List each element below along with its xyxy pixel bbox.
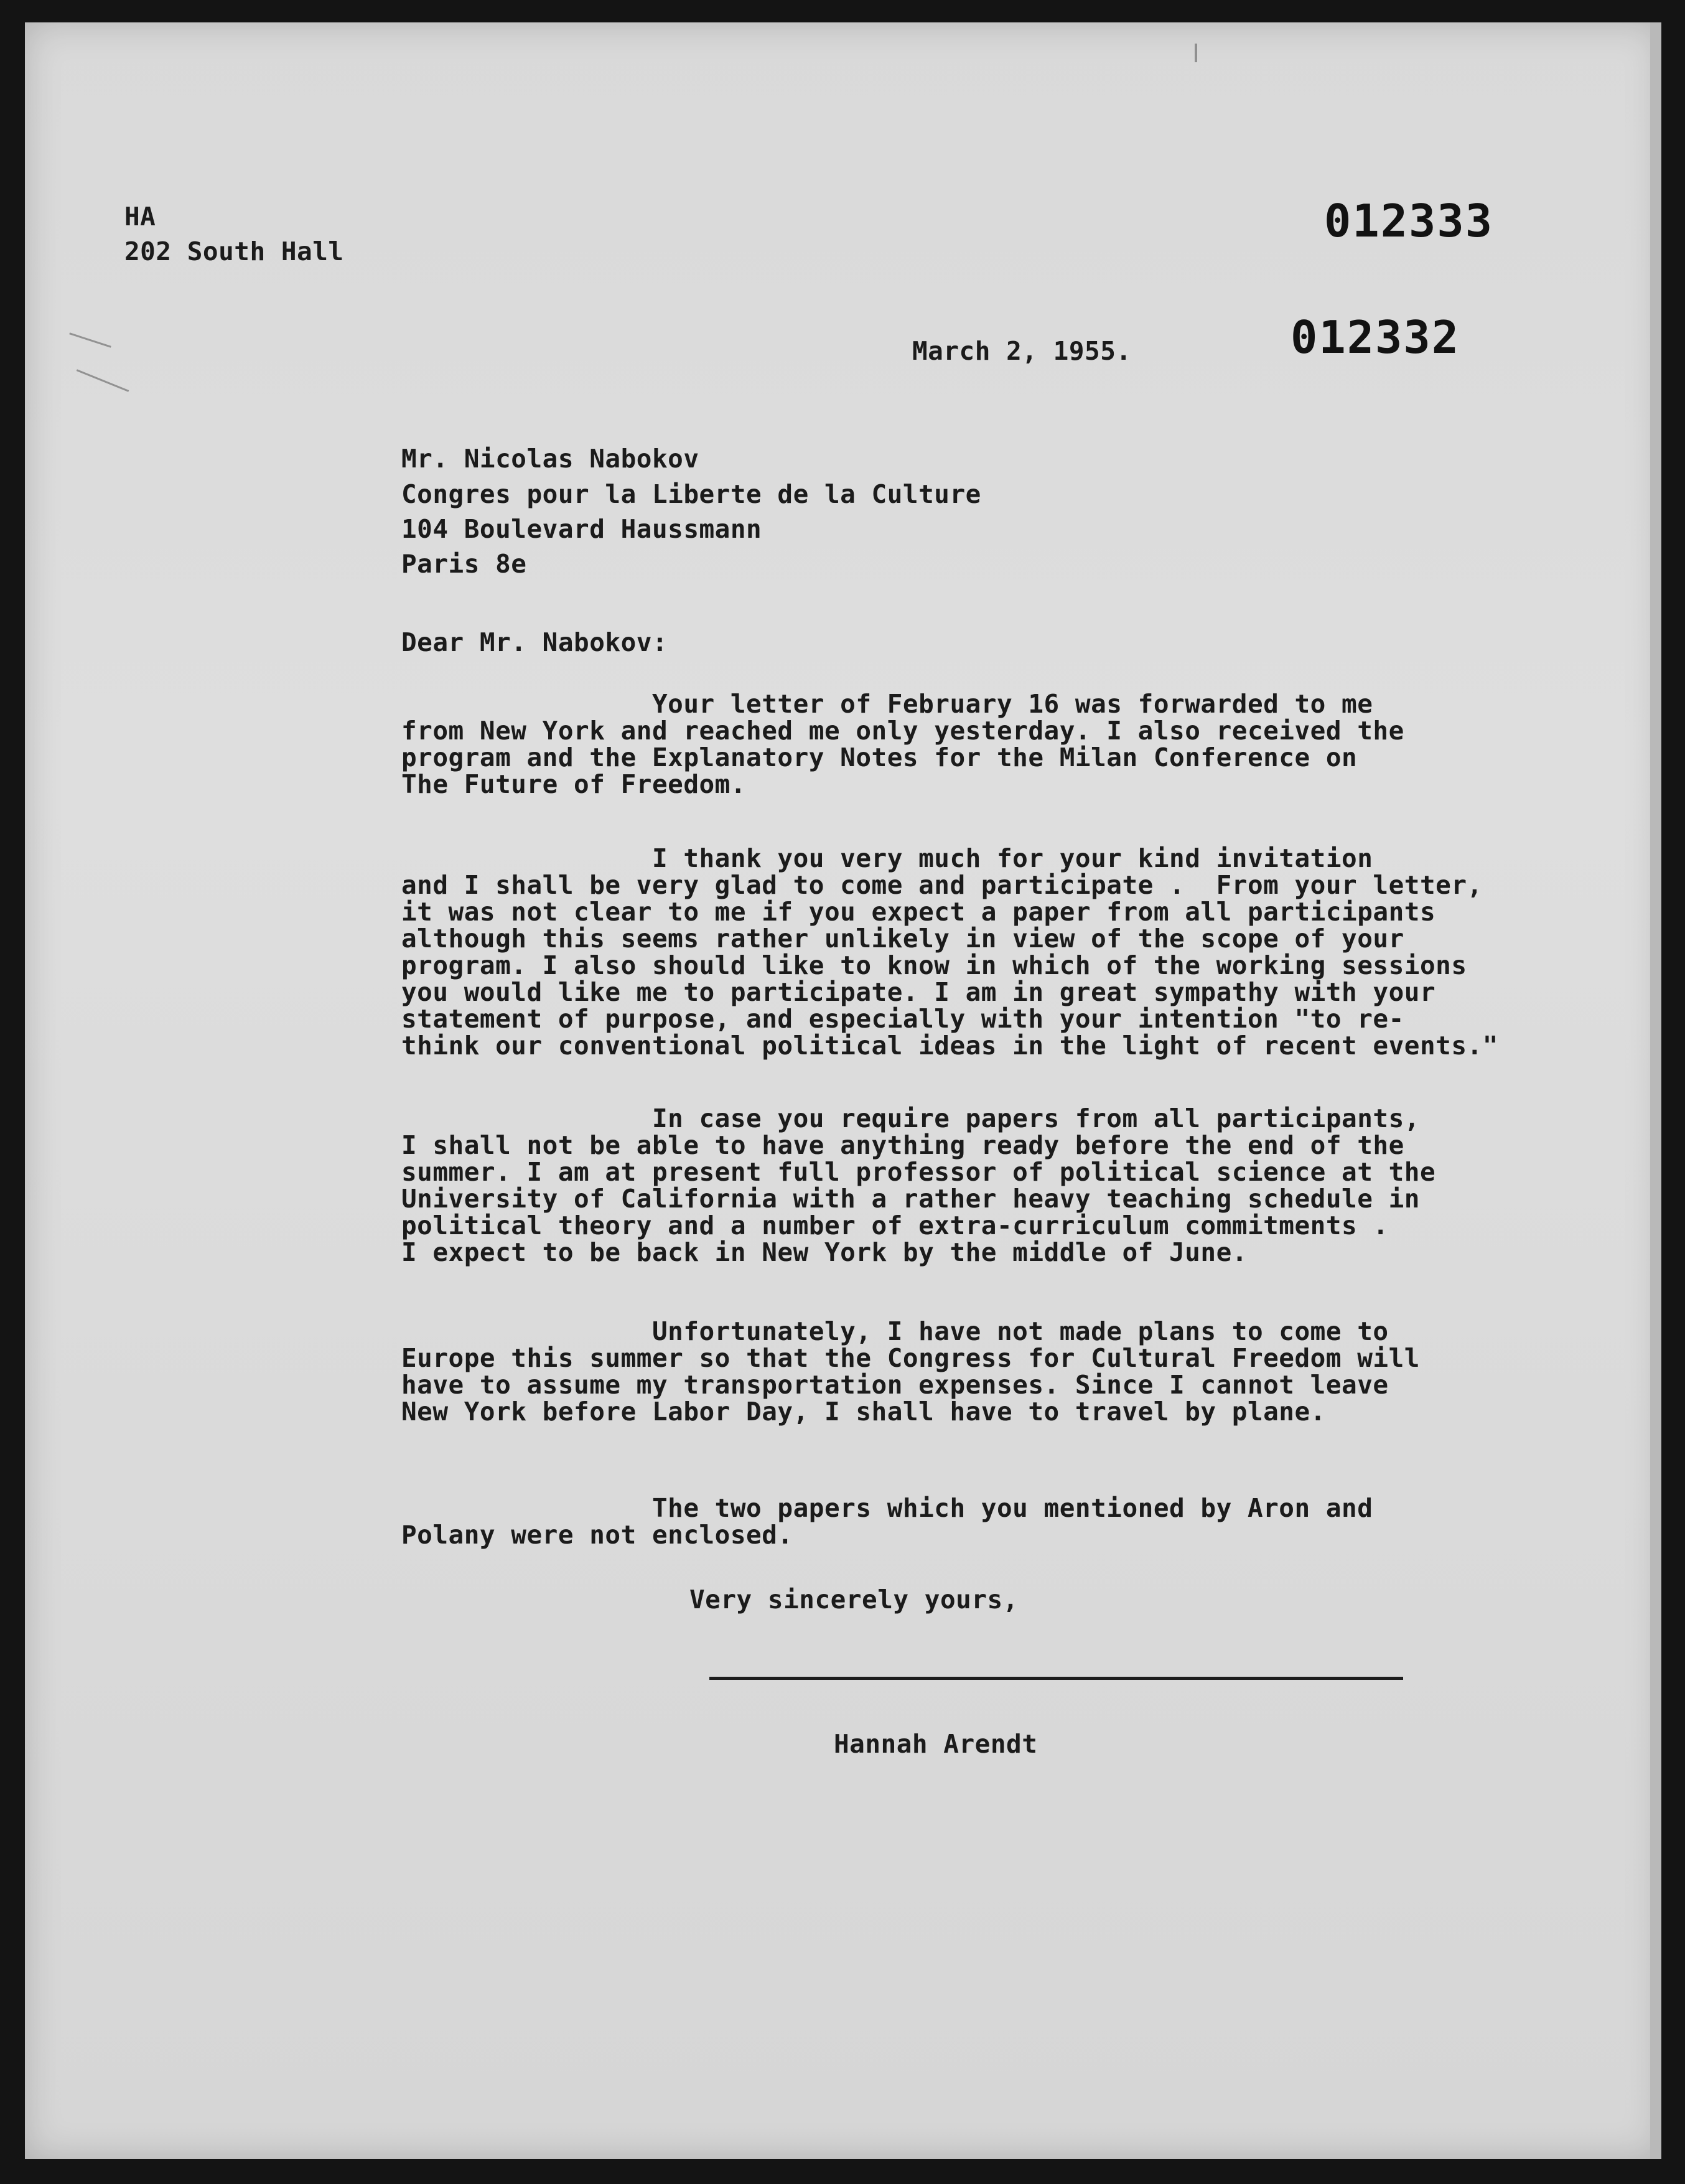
paragraph-line: it was not clear to me if you expect a paper from all participants xyxy=(401,897,1436,927)
letter-date: March 2, 1955. xyxy=(912,336,1132,366)
paragraph-line: I shall not be able to have anything ready before the end of the xyxy=(401,1130,1404,1160)
paragraph-line: from New York and reached me only yesterday. I also received the xyxy=(401,716,1404,746)
page-edge xyxy=(1650,22,1661,2159)
paragraph-line: Unfortunately, I have not made plans to come to xyxy=(401,1316,1389,1346)
paragraph-line: statement of purpose, and especially with your intention "to re- xyxy=(401,1004,1404,1034)
paragraph-line: and I shall be very glad to come and participate . From your letter, xyxy=(401,870,1483,900)
paragraph-line: Europe this summer so that the Congress for Cultural Freedom will xyxy=(401,1343,1420,1373)
paragraph-line: The two papers which you mentioned by Aron and xyxy=(401,1493,1373,1523)
sender-initials: HA xyxy=(124,202,156,232)
paragraph-line: have to assume my transportation expenses. Since I cannot leave xyxy=(401,1370,1389,1400)
paragraph-line: University of California with a rather heavy teaching schedule in xyxy=(401,1184,1420,1214)
recipient-organization: Congres pour la Liberte de la Culture xyxy=(401,479,981,509)
body-paragraph-1 xyxy=(401,691,1404,798)
paragraph-line: I thank you very much for your kind invitation xyxy=(401,843,1373,873)
recipient-name: Mr. Nicolas Nabokov xyxy=(401,444,699,474)
paragraph-line: I expect to be back in New York by the middle of June. xyxy=(401,1237,1248,1267)
body-paragraph-5 xyxy=(401,1495,1373,1549)
paragraph-line: program. I also should like to know in which of the working sessions xyxy=(401,950,1467,980)
signature-name: Hannah Arendt xyxy=(834,1729,1038,1759)
body-paragraph-3 xyxy=(401,1105,1435,1266)
paragraph-line: you would like me to participate. I am in great sympathy with your xyxy=(401,977,1436,1007)
salutation: Dear Mr. Nabokov: xyxy=(401,627,668,657)
scan-mark xyxy=(1195,44,1197,62)
body-paragraph-4 xyxy=(401,1318,1420,1425)
paragraph-line: program and the Explanatory Notes for the Milan Conference on xyxy=(401,743,1358,772)
closing: Very sincerely yours, xyxy=(689,1585,1019,1615)
recipient-street: 104 Boulevard Haussmann xyxy=(401,514,762,544)
paragraph-line: political theory and a number of extra-curriculum commitments . xyxy=(401,1211,1389,1240)
paragraph-line: Your letter of February 16 was forwarded to me xyxy=(401,689,1373,719)
paragraph-line: New York before Labor Day, I shall have to travel by plane. xyxy=(401,1397,1326,1427)
paragraph-line: In case you require papers from all participants, xyxy=(401,1104,1420,1133)
paragraph-line: although this seems rather unlikely in view of the scope of your xyxy=(401,924,1404,954)
recipient-city: Paris 8e xyxy=(401,549,527,579)
paragraph-line: think our conventional political ideas in the light of recent events." xyxy=(401,1031,1498,1061)
paragraph-line: The Future of Freedom. xyxy=(401,769,747,799)
paragraph-line: summer. I am at present full professor of political science at the xyxy=(401,1157,1436,1187)
paragraph-line: Polany were not enclosed. xyxy=(401,1520,793,1550)
signature-line xyxy=(709,1677,1403,1680)
body-paragraph-2 xyxy=(401,845,1498,1059)
document-number: 012332 xyxy=(1291,311,1460,363)
sender-address: 202 South Hall xyxy=(124,237,344,266)
document-number-top: 012333 xyxy=(1324,195,1494,247)
